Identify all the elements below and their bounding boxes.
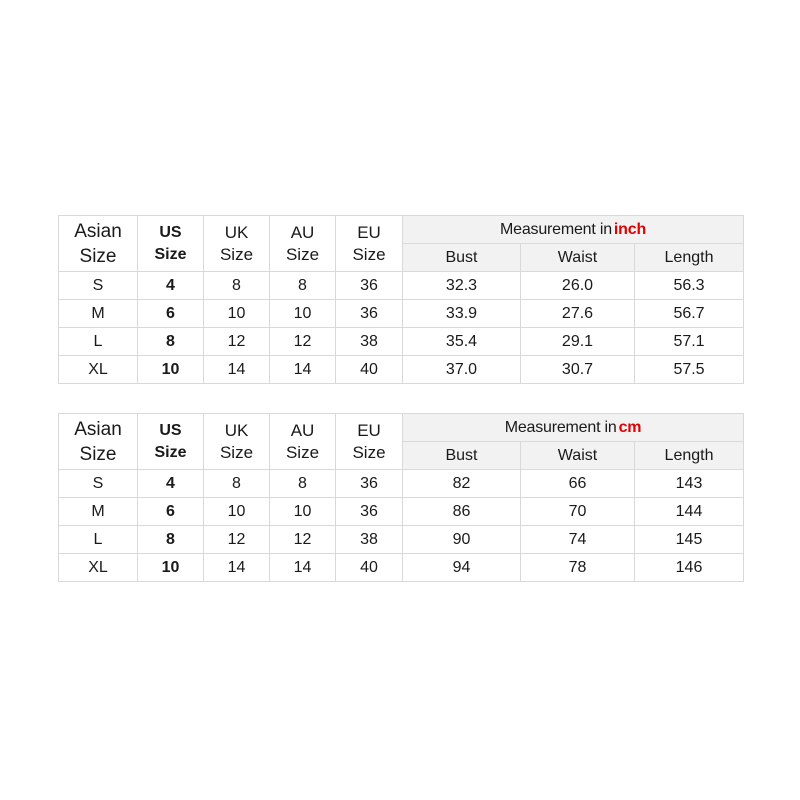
cell-au: 10 xyxy=(270,300,336,328)
cell-us: 4 xyxy=(138,272,204,300)
cell-uk: 10 xyxy=(204,300,270,328)
cell-asian: M xyxy=(59,498,138,526)
size-chart-cm xyxy=(58,413,744,582)
header-bust: Bust xyxy=(403,442,521,470)
cell-length: 143 xyxy=(635,470,744,498)
cell-uk: 14 xyxy=(204,554,270,582)
cell-eu: 38 xyxy=(336,526,403,554)
cell-bust: 37.0 xyxy=(403,356,521,384)
header-eu-size: EU Size xyxy=(336,414,403,470)
header-uk-size: UK Size xyxy=(204,216,270,272)
cell-bust: 32.3 xyxy=(403,272,521,300)
cell-waist: 74 xyxy=(521,526,635,554)
header-bust: Bust xyxy=(403,244,521,272)
cell-us: 4 xyxy=(138,470,204,498)
header-eu-size: EU Size xyxy=(336,216,403,272)
cell-bust: 35.4 xyxy=(403,328,521,356)
header-uk-size: UK Size xyxy=(204,414,270,470)
header-waist: Waist xyxy=(521,442,635,470)
header-au-size: AU Size xyxy=(270,216,336,272)
header-measurement-cm xyxy=(403,414,744,442)
size-chart-inch xyxy=(58,215,744,384)
cell-eu: 40 xyxy=(336,554,403,582)
cell-asian: XL xyxy=(59,554,138,582)
measurement-prefix: Measurement in xyxy=(504,418,617,436)
cell-length: 146 xyxy=(635,554,744,582)
cell-length: 56.3 xyxy=(635,272,744,300)
cell-bust: 33.9 xyxy=(403,300,521,328)
header-waist: Waist xyxy=(521,244,635,272)
cell-au: 14 xyxy=(270,356,336,384)
header-us-size: US Size xyxy=(138,216,204,272)
cell-uk: 10 xyxy=(204,498,270,526)
cell-bust: 82 xyxy=(403,470,521,498)
cell-asian: L xyxy=(59,328,138,356)
cell-length: 145 xyxy=(635,526,744,554)
cell-bust: 94 xyxy=(403,554,521,582)
cell-us: 10 xyxy=(138,554,204,582)
table-row xyxy=(59,356,744,384)
table-row xyxy=(59,498,744,526)
cell-waist: 78 xyxy=(521,554,635,582)
cell-length: 56.7 xyxy=(635,300,744,328)
table-row xyxy=(59,300,744,328)
cell-asian: S xyxy=(59,272,138,300)
header-us-size: US Size xyxy=(138,414,204,470)
measurement-prefix: Measurement in xyxy=(500,220,612,238)
cell-eu: 36 xyxy=(336,498,403,526)
cell-eu: 36 xyxy=(336,300,403,328)
header-measurement-inch xyxy=(403,216,744,244)
cell-waist: 26.0 xyxy=(521,272,635,300)
cell-length: 57.5 xyxy=(635,356,744,384)
header-asian-size: Asian Size xyxy=(59,414,138,470)
cell-eu: 38 xyxy=(336,328,403,356)
table-row xyxy=(59,554,744,582)
cell-uk: 12 xyxy=(204,526,270,554)
cell-length: 144 xyxy=(635,498,744,526)
cell-asian: XL xyxy=(59,356,138,384)
header-length: Length xyxy=(635,244,744,272)
cell-au: 12 xyxy=(270,328,336,356)
cell-eu: 36 xyxy=(336,470,403,498)
cell-us: 6 xyxy=(138,498,204,526)
cell-uk: 12 xyxy=(204,328,270,356)
cell-us: 8 xyxy=(138,526,204,554)
header-asian-size: Asian Size xyxy=(59,216,138,272)
cell-au: 8 xyxy=(270,470,336,498)
header-length: Length xyxy=(635,442,744,470)
measurement-unit: cm xyxy=(618,418,642,436)
cell-uk: 8 xyxy=(204,470,270,498)
measurement-unit: inch xyxy=(613,220,647,238)
cell-au: 12 xyxy=(270,526,336,554)
cell-waist: 70 xyxy=(521,498,635,526)
cell-asian: S xyxy=(59,470,138,498)
cell-eu: 36 xyxy=(336,272,403,300)
table-row xyxy=(59,328,744,356)
cell-waist: 29.1 xyxy=(521,328,635,356)
table-row xyxy=(59,272,744,300)
table-row xyxy=(59,526,744,554)
cell-waist: 27.6 xyxy=(521,300,635,328)
cell-au: 8 xyxy=(270,272,336,300)
table-row xyxy=(59,470,744,498)
cell-uk: 8 xyxy=(204,272,270,300)
cell-asian: M xyxy=(59,300,138,328)
cell-us: 10 xyxy=(138,356,204,384)
cell-bust: 90 xyxy=(403,526,521,554)
header-au-size: AU Size xyxy=(270,414,336,470)
cell-waist: 66 xyxy=(521,470,635,498)
cell-au: 14 xyxy=(270,554,336,582)
cell-eu: 40 xyxy=(336,356,403,384)
cell-us: 8 xyxy=(138,328,204,356)
cell-bust: 86 xyxy=(403,498,521,526)
cell-us: 6 xyxy=(138,300,204,328)
cell-uk: 14 xyxy=(204,356,270,384)
cell-au: 10 xyxy=(270,498,336,526)
cell-length: 57.1 xyxy=(635,328,744,356)
cell-waist: 30.7 xyxy=(521,356,635,384)
cell-asian: L xyxy=(59,526,138,554)
